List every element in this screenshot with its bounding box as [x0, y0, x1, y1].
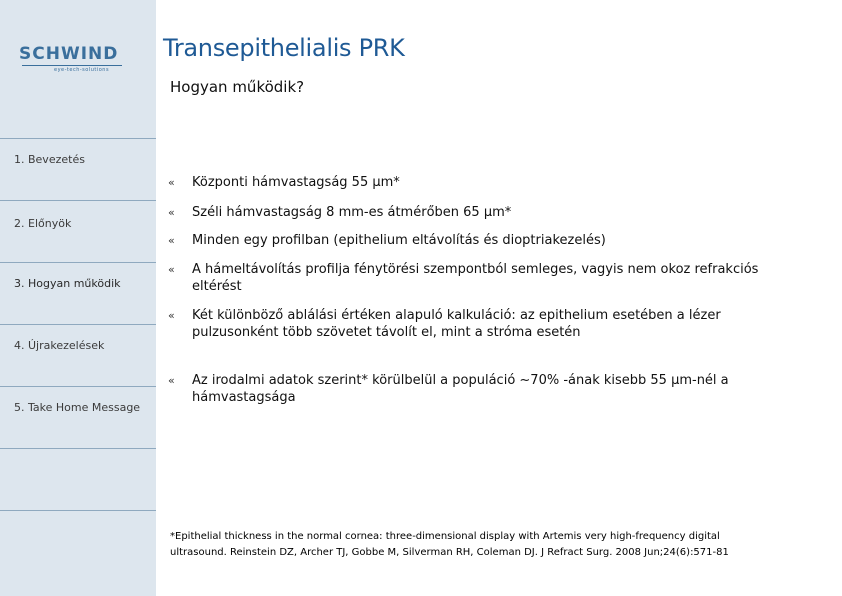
logo-divider	[22, 65, 122, 66]
bullet-item	[168, 372, 729, 406]
bullet-text: Minden egy profilban (epithelium eltávolítás és dioptriakezelés)	[192, 233, 606, 248]
bullet-item	[168, 204, 511, 221]
footnote-citation	[170, 529, 830, 561]
sidebar-divider	[0, 138, 156, 139]
bullet-text-continued: eltérést	[192, 279, 242, 294]
sidebar-divider	[0, 200, 156, 201]
bullet-text: Az irodalmi adatok szerint* körülbelül a populáció ~70% -ának kisebb 55 µm-nél a	[192, 373, 729, 388]
sidebar-divider	[0, 262, 156, 263]
bullet-item	[168, 307, 721, 341]
bullet-marker: «	[168, 176, 175, 189]
bullet-marker: «	[168, 309, 175, 322]
bullet-text: Két különböző ablálási értéken alapuló kalkuláció: az epithelium esetében a lézer	[192, 308, 721, 323]
bullet-marker: «	[168, 374, 175, 387]
logo-tagline: eye-tech-solutions	[54, 67, 110, 73]
sidebar-divider	[0, 448, 156, 449]
bullet-text: Széli hámvastagság 8 mm-es átmérőben 65 µm*	[192, 205, 512, 220]
bullet-item	[168, 261, 758, 295]
bullet-marker: «	[168, 234, 175, 247]
bullet-item	[168, 232, 606, 249]
slide-subtitle: Hogyan működik?	[170, 78, 305, 96]
sidebar-item-take-home-message[interactable]: 5. Take Home Message	[14, 401, 141, 414]
bullet-item	[168, 174, 400, 191]
schwind-logo	[14, 44, 124, 78]
sidebar-divider	[0, 386, 156, 387]
sidebar-item-hogyan-mukodik[interactable]: 3. Hogyan működik	[14, 277, 121, 290]
footnote-line: *Epithelial thickness in the normal cornea: three-dimensional display with Artemis very high-frequency digital	[170, 531, 720, 542]
footnote-line: ultrasound. Reinstein DZ, Archer TJ, Gobbe M, Silverman RH, Coleman DJ. J Refract Surg. 2008 Jun;24(6):571-81	[170, 547, 729, 558]
sidebar-divider	[0, 324, 156, 325]
bullet-marker: «	[168, 263, 175, 276]
bullet-text: A hámeltávolítás profilja fénytörési szempontból semleges, vagyis nem okoz refrakciós	[192, 262, 759, 277]
logo-wordmark: SCHWIND	[19, 44, 119, 64]
sidebar-item-ujrakezelesek[interactable]: 4. Újrakezelések	[14, 339, 105, 352]
sidebar-item-bevezetes[interactable]: 1. Bevezetés	[14, 153, 85, 166]
bullet-text: Központi hámvastagság 55 µm*	[192, 175, 400, 190]
bullet-text-continued: hámvastagsága	[192, 390, 296, 405]
bullet-marker: «	[168, 206, 175, 219]
sidebar-item-elonyok[interactable]: 2. Előnyök	[14, 217, 72, 230]
slide-title: Transepithelialis PRK	[163, 34, 405, 62]
sidebar-divider	[0, 510, 156, 511]
sidebar	[0, 0, 156, 596]
bullet-text-continued: pulzusonként több szövetet távolít el, mint a stróma esetén	[192, 325, 581, 340]
